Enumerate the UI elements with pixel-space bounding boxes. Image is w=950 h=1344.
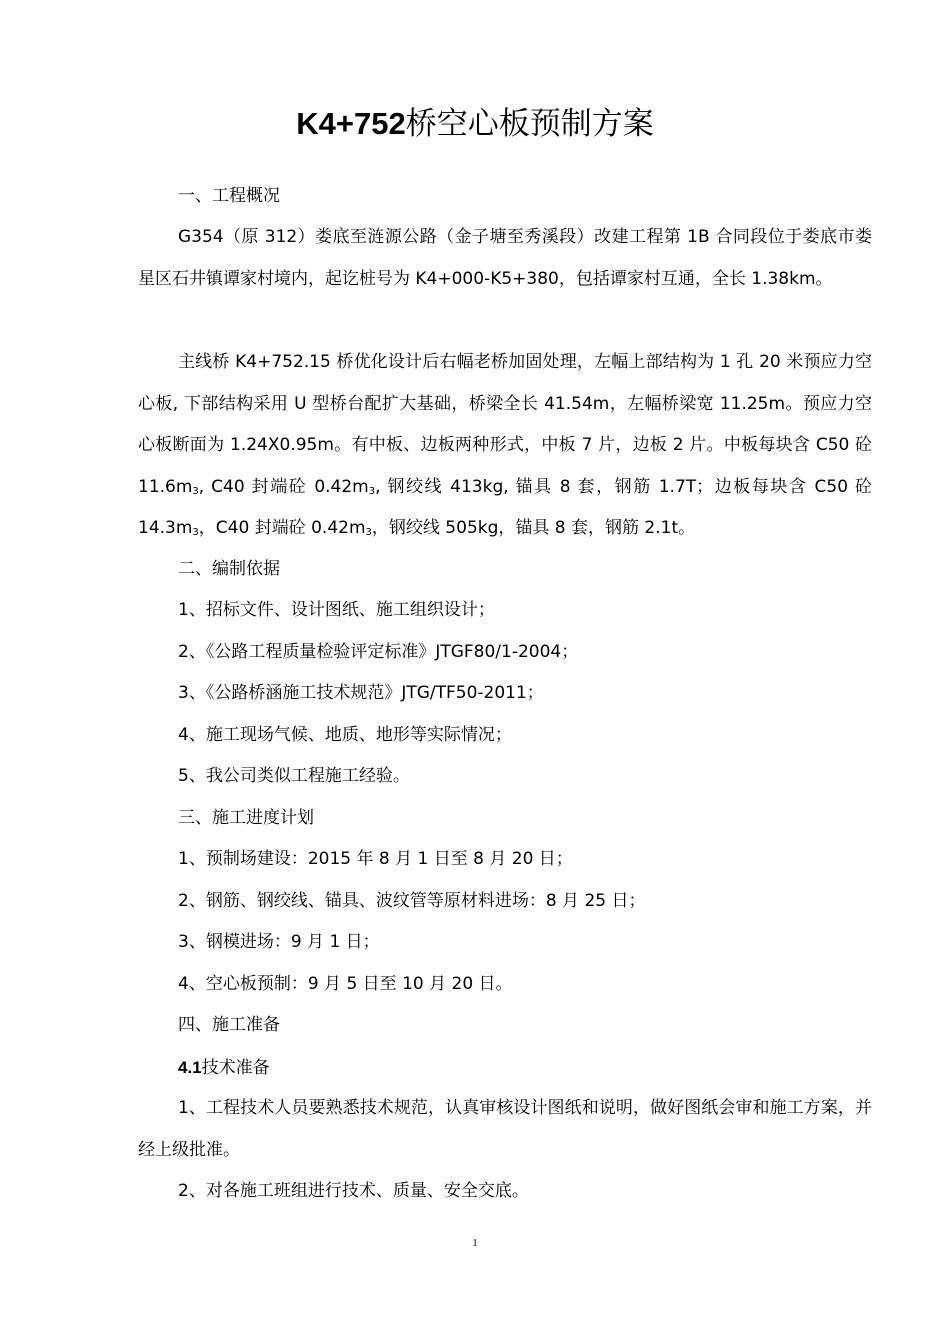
section-heading-overview: 一、工程概况 — [178, 186, 280, 206]
overview-paragraph-1: G354（原 312）娄底至涟源公路（金子塘至秀溪段）改建工程第 1B 合同段位于娄底市娄星区石井镇谭家村境内，起讫桩号为 K4+000-K5+380，包括谭家村互通，全长 1.38km。 — [138, 227, 872, 289]
basis-item: 3、《公路桥涵施工技术规范》JTG/TF50-2011； — [178, 683, 544, 703]
basis-item: 1、招标文件、设计图纸、施工组织设计； — [178, 600, 495, 620]
unit-superscript: 3 — [192, 485, 199, 497]
overview-text-a: 主线桥 K4+752.15 桥优化设计后右幅老桥加固处理，左幅上部结构为 1 孔 20 米预应力空心板, 下部结构采用 U 型桥台配扩大基础，桥梁全长 41.54m，左幅桥梁宽 11.25m。预应力空心板断面为 1.24X0.95m。有中板、边板两种形式，中板 7 片，边板 2 片。中板每块含 C50 砼 11.6m — [138, 352, 872, 497]
subsection-title: 技术准备 — [201, 1058, 270, 1078]
section-heading-schedule: 三、施工进度计划 — [178, 808, 314, 828]
overview-paragraph-2 — [138, 342, 872, 550]
subsection-number: 4.1 — [178, 1058, 202, 1077]
schedule-item: 3、钢模进场：9 月 1 日； — [178, 932, 380, 952]
section-heading-basis: 二、编制依据 — [178, 559, 280, 579]
overview-text-d: ，C40 封端砼 0.42m — [198, 518, 366, 538]
schedule-item: 4、空心板预制：9 月 5 日至 10 月 20 日。 — [178, 974, 513, 994]
basis-item: 2、《公路工程质量检验评定标准》JTGF80/1-2004； — [178, 642, 579, 662]
schedule-item: 1、预制场建设：2015 年 8 月 1 日至 8 月 20 日； — [178, 849, 573, 869]
unit-superscript: 3 — [365, 527, 372, 538]
prep-item-1: 1、工程技术人员要熟悉技术规范，认真审核设计图纸和说明，做好图纸会审和施工方案，并经上级批准。 — [138, 1098, 872, 1160]
overview-text-b: , C40 封端砼 0.42m — [198, 476, 369, 497]
schedule-item: 2、钢筋、钢绞线、锚具、波纹管等原材料进场：8 月 25 日； — [178, 891, 646, 911]
title-code: K4+752 — [296, 106, 406, 141]
title-text: 桥空心板预制方案 — [405, 106, 654, 142]
subsection-heading-technical — [178, 1047, 270, 1090]
prep-item-2: 2、对各施工班组进行技术、质量、安全交底。 — [178, 1181, 529, 1201]
overview-text-c: , 钢绞线 413kg, 锚具 8 套，钢筋 1.7T；边板每块含 C50 砼 14.3m — [138, 476, 873, 538]
overview-text-e: ，钢绞线 505kg，锚具 8 套，钢筋 2.1t。 — [371, 518, 696, 538]
basis-item: 5、我公司类似工程施工经验。 — [178, 766, 410, 786]
document-title — [0, 100, 950, 148]
basis-item: 4、施工现场气候、地质、地形等实际情况； — [178, 725, 512, 745]
section-heading-preparation: 四、施工准备 — [178, 1015, 280, 1035]
page-number: 1 — [472, 1237, 478, 1249]
unit-superscript: 3 — [192, 527, 199, 538]
unit-superscript: 3 — [368, 485, 376, 497]
